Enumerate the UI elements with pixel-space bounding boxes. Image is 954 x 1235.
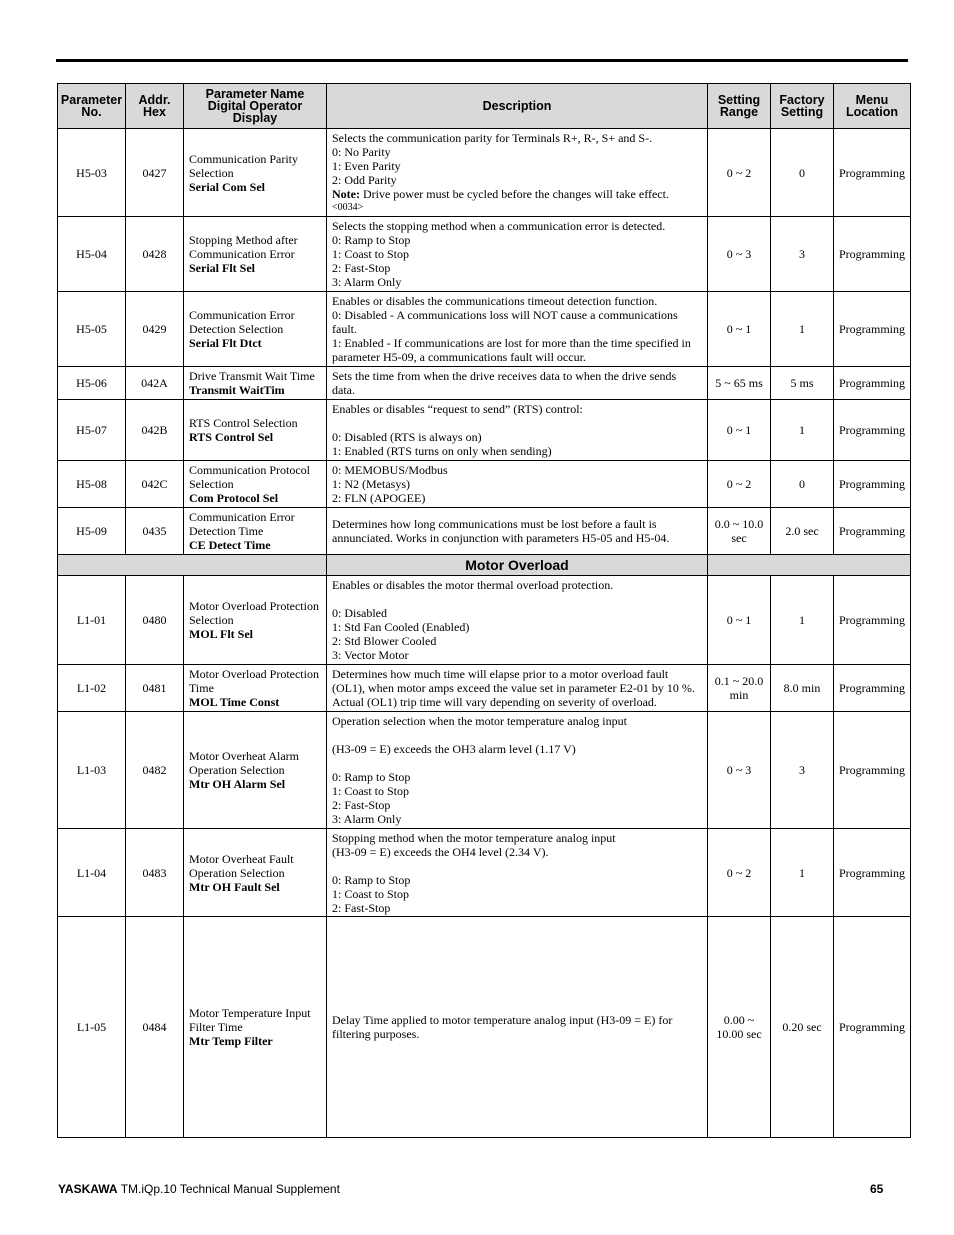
description-line: 2: Fast-Stop — [332, 798, 391, 812]
param-name: Communication Protocol Selection — [189, 463, 310, 491]
table-header-row — [58, 84, 911, 129]
blank-line — [332, 859, 702, 873]
param-name-cell — [184, 829, 327, 917]
description-line: Selects the communication parity for Terminals R+, R-, S+ and S-. — [332, 131, 653, 145]
description-cell — [327, 292, 708, 367]
param-name-cell — [184, 367, 327, 400]
menu-location: Programming — [834, 367, 911, 400]
operator-display: Serial Flt Sel — [189, 261, 255, 275]
description-note — [332, 187, 702, 201]
factory-setting: 0 — [771, 461, 834, 508]
operator-display: CE Detect Time — [189, 538, 271, 552]
param-name-cell — [184, 508, 327, 555]
operator-display: MOL Time Const — [189, 695, 280, 709]
footer-document-title — [58, 1182, 340, 1196]
table-row — [58, 576, 911, 665]
page-number: 65 — [870, 1182, 884, 1196]
description-cell — [327, 400, 708, 461]
menu-location: Programming — [834, 400, 911, 461]
param-name: Communication Error Detection Selection — [189, 308, 295, 336]
description-line: 2: Fast-Stop — [332, 900, 391, 915]
description-cell — [327, 917, 708, 1138]
param-name: RTS Control Selection — [189, 416, 298, 430]
header-addr-hex: Addr. Hex — [126, 84, 184, 129]
param-name: Motor Overload Protection Time — [189, 667, 319, 695]
table-row — [58, 367, 911, 400]
param-name-cell — [184, 400, 327, 461]
param-name: Communication Parity Selection — [189, 151, 298, 180]
param-name: Motor Overheat Alarm Operation Selection — [189, 749, 299, 777]
description-line: Operation selection when the motor temperature analog input — [332, 714, 627, 728]
address-hex: 0482 — [126, 712, 184, 829]
description-line: Enables or disables the communications timeout detection function. — [332, 294, 658, 308]
factory-setting: 0 — [771, 129, 834, 217]
description-cell — [327, 367, 708, 400]
modbus-code: <0034> — [332, 202, 364, 213]
description-line: Delay Time applied to motor temperature analog input (H3-09 = E) for filtering purposes. — [332, 1013, 673, 1041]
param-name: Communication Error Detection Time — [189, 510, 295, 538]
factory-setting: 1 — [771, 576, 834, 665]
param-name-cell — [184, 712, 327, 829]
address-hex: 0428 — [126, 217, 184, 292]
blank-line — [332, 728, 702, 742]
blank-line — [332, 756, 702, 770]
header-setting-range: Setting Range — [708, 84, 771, 129]
factory-setting: 5 ms — [771, 367, 834, 400]
description-line: 1: Coast to Stop — [332, 886, 410, 901]
description-line: 3: Vector Motor — [332, 648, 409, 662]
description-line: 0: Ramp to Stop — [332, 770, 411, 784]
menu-location: Programming — [834, 292, 911, 367]
description-line: 0: No Parity — [332, 145, 391, 159]
operator-display: MOL Flt Sel — [189, 627, 253, 641]
description-cell — [327, 576, 708, 665]
header-param-no: Parameter No. — [58, 84, 126, 129]
operator-display: RTS Control Sel — [189, 430, 274, 444]
parameter-table — [57, 83, 911, 1138]
factory-setting: 1 — [771, 292, 834, 367]
table-row — [58, 665, 911, 712]
setting-range: 0 ~ 1 — [708, 292, 771, 367]
section-row — [58, 555, 911, 576]
param-name-cell — [184, 576, 327, 665]
address-hex: 042C — [126, 461, 184, 508]
table-row — [58, 917, 911, 1138]
description-line: Determines how much time will elapse prior to a motor overload fault (OL1), when motor amps exceed the value set in parameter E2-01 by 10 %. Actual (OL1) trip time will vary depending on severity of overload. — [332, 667, 695, 709]
param-number: H5-07 — [58, 400, 126, 461]
menu-location: Programming — [834, 461, 911, 508]
description-line: 0: Ramp to Stop — [332, 233, 411, 247]
setting-range: 0.1 ~ 20.0 min — [708, 665, 771, 712]
header-param-name: Parameter Name Digital Operator Display — [184, 84, 327, 129]
menu-location: Programming — [834, 217, 911, 292]
param-name: Motor Overheat Fault Operation Selection — [189, 851, 294, 880]
top-rule — [56, 59, 908, 62]
param-number: L1-01 — [58, 576, 126, 665]
table-row — [58, 829, 911, 917]
setting-range: 5 ~ 65 ms — [708, 367, 771, 400]
description-line: 1: Coast to Stop — [332, 247, 410, 261]
setting-range: 0 ~ 3 — [708, 217, 771, 292]
description-cell — [327, 217, 708, 292]
param-name: Motor Overload Protection Selection — [189, 599, 319, 627]
section-right-fill — [708, 555, 911, 576]
description-line: (H3-09 = E) exceeds the OH4 level (2.34 V). — [332, 844, 549, 859]
description-line: 0: MEMOBUS/Modbus — [332, 463, 448, 477]
factory-setting: 0.20 sec — [771, 917, 834, 1138]
blank-line — [332, 592, 702, 606]
description-line: 3: Alarm Only — [332, 812, 402, 826]
address-hex: 0480 — [126, 576, 184, 665]
description-line: 1: Enabled - If communications are lost for more than the time specified in parameter H5-09, a communications fault will occur. — [332, 336, 691, 364]
address-hex: 0427 — [126, 129, 184, 217]
description-cell — [327, 508, 708, 555]
param-number: L1-02 — [58, 665, 126, 712]
note-label: Note: — [332, 187, 360, 201]
blank-line — [332, 416, 702, 430]
table-row — [58, 461, 911, 508]
footer-brand: YASKAWA — [58, 1182, 118, 1196]
description-cell — [327, 829, 708, 917]
table-row — [58, 508, 911, 555]
address-hex: 0435 — [126, 508, 184, 555]
setting-range: 0 ~ 2 — [708, 461, 771, 508]
description-line: Enables or disables the motor thermal overload protection. — [332, 578, 614, 592]
description-line: (H3-09 = E) exceeds the OH3 alarm level (1.17 V) — [332, 742, 576, 756]
factory-setting: 1 — [771, 400, 834, 461]
description-line: 2: Odd Parity — [332, 173, 397, 187]
description-line: 1: Enabled (RTS turns on only when sending) — [332, 444, 552, 458]
table-row — [58, 217, 911, 292]
address-hex: 0484 — [126, 917, 184, 1138]
menu-location: Programming — [834, 508, 911, 555]
footer-doc-name: TM.iQp.10 Technical Manual Supplement — [117, 1182, 340, 1196]
description-line: Enables or disables “request to send” (RTS) control: — [332, 402, 583, 416]
factory-setting: 1 — [771, 829, 834, 917]
setting-range: 0 ~ 1 — [708, 400, 771, 461]
setting-range: 0.00 ~ 10.00 sec — [708, 917, 771, 1138]
description-line: 0: Disabled — [332, 606, 387, 620]
operator-display: Mtr OH Fault Sel — [189, 879, 280, 894]
menu-location: Programming — [834, 665, 911, 712]
param-number: H5-03 — [58, 129, 126, 217]
table-row — [58, 129, 911, 217]
setting-range: 0 ~ 2 — [708, 129, 771, 217]
address-hex: 042B — [126, 400, 184, 461]
description-line: Selects the stopping method when a communication error is detected. — [332, 219, 666, 233]
param-name-cell — [184, 292, 327, 367]
description-cell — [327, 665, 708, 712]
param-number: H5-04 — [58, 217, 126, 292]
address-hex: 0481 — [126, 665, 184, 712]
header-factory-setting: Factory Setting — [771, 84, 834, 129]
param-name-cell — [184, 917, 327, 1138]
description-cell — [327, 129, 708, 217]
setting-range: 0 ~ 1 — [708, 576, 771, 665]
menu-location: Programming — [834, 829, 911, 917]
section-title: Motor Overload — [327, 555, 708, 576]
setting-range: 0.0 ~ 10.0 sec — [708, 508, 771, 555]
description-line: 1: Std Fan Cooled (Enabled) — [332, 620, 470, 634]
address-hex: 0483 — [126, 829, 184, 917]
setting-range: 0 ~ 3 — [708, 712, 771, 829]
description-line: 0: Disabled - A communications loss will NOT cause a communications fault. — [332, 308, 678, 336]
operator-display: Transmit WaitTim — [189, 383, 285, 397]
address-hex: 042A — [126, 367, 184, 400]
factory-setting: 3 — [771, 217, 834, 292]
description-line: 2: FLN (APOGEE) — [332, 491, 426, 505]
description-line: 1: Coast to Stop — [332, 784, 410, 798]
menu-location: Programming — [834, 917, 911, 1138]
description-line: 2: Fast-Stop — [332, 261, 391, 275]
param-number: H5-06 — [58, 367, 126, 400]
param-number: H5-05 — [58, 292, 126, 367]
description-line: 2: Std Blower Cooled — [332, 634, 437, 648]
factory-setting: 8.0 min — [771, 665, 834, 712]
description-line: 0: Disabled (RTS is always on) — [332, 430, 482, 444]
param-number: H5-08 — [58, 461, 126, 508]
description-line: Stopping method when the motor temperature analog input — [332, 830, 616, 845]
note-text: Drive power must be cycled before the changes will take effect. — [359, 187, 669, 201]
description-cell — [327, 461, 708, 508]
param-name: Stopping Method after Communication Error — [189, 233, 298, 261]
description-line: Determines how long communications must be lost before a fault is annunciated. Works in conjunction with parameters H5-05 and H5-04. — [332, 517, 670, 545]
table-row — [58, 400, 911, 461]
param-number: L1-04 — [58, 829, 126, 917]
param-name-cell — [184, 217, 327, 292]
table-row — [58, 712, 911, 829]
menu-location: Programming — [834, 712, 911, 829]
factory-setting: 2.0 sec — [771, 508, 834, 555]
description-line: Sets the time from when the drive receives data to when the drive sends data. — [332, 369, 677, 397]
operator-display: Mtr Temp Filter — [189, 1034, 273, 1048]
setting-range: 0 ~ 2 — [708, 829, 771, 917]
param-number: L1-05 — [58, 917, 126, 1138]
description-line: 3: Alarm Only — [332, 275, 402, 289]
address-hex: 0429 — [126, 292, 184, 367]
param-name: Motor Temperature Input Filter Time — [189, 1006, 311, 1034]
operator-display: Mtr OH Alarm Sel — [189, 777, 286, 791]
param-name-cell — [184, 129, 327, 217]
param-number: L1-03 — [58, 712, 126, 829]
menu-location: Programming — [834, 129, 911, 217]
section-left-fill — [58, 555, 327, 576]
operator-display: Com Protocol Sel — [189, 491, 279, 505]
table-row — [58, 292, 911, 367]
description-line: 1: N2 (Metasys) — [332, 477, 410, 491]
factory-setting: 3 — [771, 712, 834, 829]
operator-display: Serial Com Sel — [189, 179, 265, 194]
header-menu-location: Menu Location — [834, 84, 911, 129]
param-number: H5-09 — [58, 508, 126, 555]
param-name-cell — [184, 461, 327, 508]
param-name-cell — [184, 665, 327, 712]
param-name: Drive Transmit Wait Time — [189, 369, 315, 383]
description-line: 1: Even Parity — [332, 159, 401, 173]
operator-display: Serial Flt Dtct — [189, 336, 262, 350]
description-cell — [327, 712, 708, 829]
description-line: 0: Ramp to Stop — [332, 872, 411, 887]
menu-location: Programming — [834, 576, 911, 665]
header-description: Description — [327, 84, 708, 129]
